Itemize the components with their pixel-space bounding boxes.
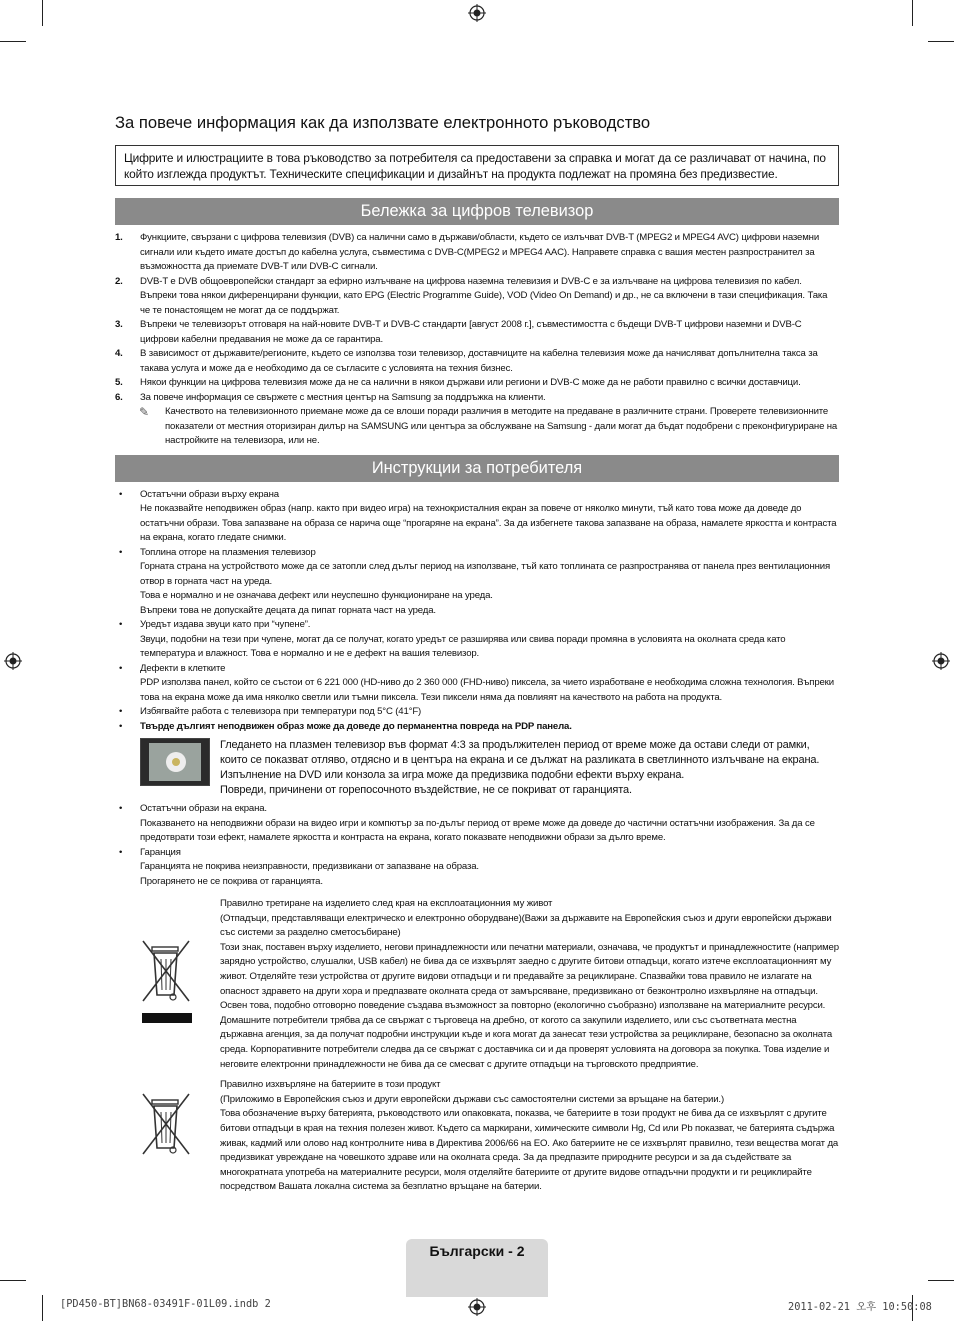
instructions-list-2 (115, 802, 839, 889)
item-text: DVB-T е DVB общоевропейски стандарт за ефирно излъчване на цифрова наземна телевизия и DVB-C е за излъчване на цифрова телевизия по кабел. Въпреки това някои диференцирани функции, като EPG (Electric Programme Guide), VOD (Video On Demand) и др., не са включени в тази спецификация. Така че те понастоящем не могат да се поддържат. (140, 275, 828, 316)
bullet-title: Дефекти в клетките (140, 662, 226, 674)
list-item: • Избягвайте работа с телевизора при температури под 5°C (41°F) (115, 705, 839, 720)
crop-mark (912, 0, 913, 26)
crossed-bin-icon (137, 935, 197, 1025)
bullet-text: Прогарянето не се покрива от гаранцията. (140, 875, 323, 887)
bullet-title: Остатъчни образи върху екрана (140, 488, 279, 500)
bullet-text: Показването на неподвижни образи на видео игри и компютър за по-дълъг период от време може да доведе до частични остатъчни изображения. За да се предотврати този ефект, намалете яркостта и контраста на екрана, когато показвате неподвижни образи за дълго време. (140, 817, 815, 843)
list-item: • Топлина отгоре на плазмения телевизор Горната страна на устройството може да се затопли след дълъг период на използване, тъй като топлината се разпространява от панела през вентилационния отвор в горната част на уреда. Това е нормално и не означава дефект или неуспешно функциониране на уреда. Въпреки това не допускайте децата да пипат горната част на уреда. (115, 546, 839, 619)
list-item (115, 275, 839, 319)
page-title: За повече информация как да използвате електронното ръководство (115, 113, 651, 132)
registration-mark-icon (4, 652, 22, 670)
crop-mark (42, 1295, 43, 1321)
weee-subtitle: (Отпадъци, представляващи електрическо и електронно оборудване)(Важи за държавите на Европейския съюз и други европейски държави със системи за разделно сметосъбиране) (220, 912, 832, 939)
note (115, 405, 839, 449)
weee-section (115, 897, 839, 1072)
item-text: За повече информация се свържете с местния център на Samsung за поддръжка на клиенти. (140, 391, 546, 403)
item-number: 4. (115, 348, 123, 359)
note-text: Качеството на телевизионното приемане може да се влоши поради различия в методите на предаване в различните страни. Проверете телевизионните показатели от местния оторизиран дилър на SAMSUNG или центъра за обслужване на Samsung - дали могат да бъдат подобрени с преконфигуриране на настройките на телевизора, или не. (165, 406, 838, 446)
list-item (115, 347, 839, 376)
item-number: 1. (115, 232, 123, 243)
crossed-bin-icon (137, 1088, 197, 1160)
list-item: • Дефекти в клетките PDP използва панел, който се състои от 6 221 000 (HD-ниво до 2 360 000 (FHD-ниво) пиксела, за чието изработване е необходима сложна технология. Въпреки това на екрана може да има няколко светли или тъмни пиксела. Тези пиксели няма да повлияят на качеството на работа на продукта. (115, 662, 839, 706)
crop-mark (42, 0, 43, 26)
item-text: Въпреки че телевизорът отговаря на най-новите DVB-T и DVB-C стандарти [август 2008 г.], съвместимостта с бъдещи DVB-T цифрови наземни и DVB-C цифрови кабелни предавания не може да се гарантира. (140, 319, 802, 345)
list-item (115, 231, 839, 275)
list-item: • Гаранция Гаранцията не покрива неизправности, предизвикани от запазване на образа. Прогарянето не се покрива от гаранцията. (115, 846, 839, 890)
plasma-warning (140, 738, 839, 798)
crop-mark (928, 1280, 954, 1281)
item-text: Някои функции на цифрова телевизия може да не са налични в някои държави или региони и DVB-C може да не работи правилно с всички доставчици. (140, 377, 801, 388)
weee-text: Този знак, поставен върху изделието, негови принадлежности или печатни материали, означава, че продуктът и принадлежностите (например зарядно устройство, слушалки, USB кабел) не бива да се изхвърлят заедно с другите битови отпадъци, когато изтече експлоатационният му живот. Отделяйте тези устройства от другите видови отпадъци и ги предавайте за рециклиране. Спазвайки това правило не излагате на опасност здравето на други хора и предпазвате околната среда от замърсяване, предизвикано от безконтролно изхвърляне на отпадъци. Освен това, подобно отговорно поведение създава възможност за повторно (екологично съобразно) използване на материалните ресурси. Домашните потребители трябва да се свържат с търговеца на дребно, от когото са закупили изделието, или със съответната местна държавна агенция, за да получат подробни инструкции къде и кога могат да занесат тези устройства за рециклиране, безопасно за околната среда. Корпоративните потребители следва да се свържат с доставчика си и да проверят условията на договора за покупка. Това изделие и неговите електронни принадлежности не бива да се смесват с другите отпадъци на търговското предприятие. (220, 941, 839, 1070)
list-item (115, 318, 839, 347)
battery-section (115, 1078, 839, 1195)
list-item: • Остатъчни образи на екрана. Показването на неподвижни образи на видео игри и компютър за по-дълъг период от време може да доведе до частични остатъчни изображения. За да се предотврати този ефект, намалете яркостта и контраста на екрана, когато показвате неподвижни образи за дълго време. (115, 802, 839, 846)
print-timestamp: 2011-02-21 오후 10:50:08 (788, 1301, 932, 1313)
list-item (115, 376, 839, 391)
list-item (115, 391, 839, 406)
bullet-text: Горната страна на устройството може да се затопли след дълъг период на използване, тъй като топлината се разпространява от панела през вентилационния отвор в горната част на уреда. (140, 561, 831, 587)
list-item: • Остатъчни образи върху екрана Не показвайте неподвижен образ (напр. както при видео игра) на технокристалния екран за повече от няколко минути, тъй като това може да доведе до остатъчни образи. Това запазване на образа се нарича още “прогаряне на екрана”. За да избегнете такова запазване на образа, намалете яркостта и контраста на екрана, когато гледате снимки. (115, 488, 839, 546)
plasma-text-2: Повреди, причинени от горепосочното въздействие, не се покриват от гаранцията. (220, 784, 632, 796)
bullet-title: Уредът издава звуци като при “чупене”. (140, 619, 311, 630)
crop-mark (0, 41, 26, 42)
section-heading-digital-tv: Бележка за цифров телевизор (115, 198, 839, 225)
registration-mark-icon (468, 1298, 486, 1316)
digital-tv-list (115, 231, 839, 405)
section-heading-user-instructions: Инструкции за потребителя (115, 455, 839, 482)
bullet-text: PDP използва панел, който се състои от 6 221 000 (HD-ниво до 2 360 000 (FHD-ниво) пиксела, за чието изработване е необходима сложна технология. Въпреки това на екрана може да има няколко светли или тъмни пиксела. Тези пиксели няма да повлияят на качеството на работа на продукта. (140, 677, 834, 703)
bullet-text: Въпреки това не допускайте децата да пипат горната част на уреда. (140, 604, 436, 616)
battery-text: Това обозначение върху батерията, ръководството или опаковката, показва, че батериите в този продукт не бива да се изхвърлят с другите битови отпадъци в края на техния полезен живот. Където са маркирани, химическите символи Hg, Cd или Pb показват, че батерията съдържа живак, кадмий или олово над контролните нива в Директива 2006/66 на ЕО. Ако батериите не се изхвърлят правилно, тези вещества могат да предизвикат увреждане на човешкото здраве или на околната среда. За да предпазите природните ресурси и за да съдействате за многократната употреба на материалните ресурси, моля отделяйте батериите от другите видове отпадъчни продукти и ги рециклирайте посредством Вашата локална система за безплатно връщане на батерии. (220, 1108, 839, 1193)
bullet-text: Това е нормално и не означава дефект или неуспешно функциониране на уреда. (140, 590, 493, 601)
notice-box: Цифрите и илюстрациите в това ръководство за потребителя са предоставени за справка и могат да се различават от начина, по който изглежда продуктът. Техническите спецификации и дизайнът на продукта подлежат на промяна без предизвестие. (115, 145, 839, 186)
crop-mark (928, 41, 954, 42)
weee-title: Правилно третиране на изделието след края на експлоатационния му живот (220, 898, 553, 909)
item-text: Функциите, свързани с цифрова телевизия (DVB) са налични само в държави/области, където се излъчват DVB-T (MPEG2 и MPEG4 AVC) цифрови наземни сигнали или където имате достъп до кабелна услуга, съвместима с DVB-C(MPEG2 и MPEG4 AAC). Направете справка с вашия местен разпространител за възможността да приемате DVB-T или DVB-C сигнали. (140, 232, 820, 272)
item-number: 3. (115, 319, 123, 330)
bullet-text: Звуци, подобни на тези при чупене, могат да се получат, когато уредът се разширява или свива поради промяна в условията на околната среда като температура и влажност. Това е нормално и не е дефект на вашия телевизор. (140, 633, 786, 659)
battery-subtitle: (Приложимо в Европейския съюз и други европейски държави със самостоятелни системи за връщане на батерии.) (220, 1093, 724, 1105)
registration-mark-icon (468, 4, 486, 22)
pen-note-icon: ✎ (139, 405, 149, 419)
bullet-title: Остатъчни образи на екрана. (140, 803, 267, 814)
page-content (115, 113, 839, 1195)
list-item: • Уредът издава звуци като при “чупене”. Звуци, подобни на тези при чупене, могат да се получат, когато уредът се разширява или свива поради промяна в условията на околната среда като температура и влажност. Това е нормално и не е дефект на вашия телевизор. (115, 618, 839, 662)
list-item: • Твърде дългият неподвижен образ може да доведе до перманентна повреда на PDP панела. (115, 720, 839, 735)
battery-title: Правилно изхвърляне на батериите в този продукт (220, 1079, 441, 1091)
crop-mark (0, 1280, 26, 1281)
bullet-title: Твърде дългият неподвижен образ може да доведе до перманентна повреда на PDP панела. (140, 720, 572, 732)
item-number: 6. (115, 391, 123, 403)
instructions-list (115, 488, 839, 735)
registration-mark-icon (932, 652, 950, 670)
bullet-text: Не показвайте неподвижен образ (напр. както при видео игра) на технокристалния екран за повече от няколко минути, тъй като това може да доведе до остатъчни образи. Това запазване на образа се нарича още “прогаряне на екрана”. За да избегнете такова запазване на образа, намалете яркостта и контраста на екрана, когато гледате снимки. (140, 503, 837, 543)
page-number-tab (406, 1239, 548, 1297)
item-number: 5. (115, 377, 123, 388)
item-number: 2. (115, 275, 123, 287)
bullet-title: Избягвайте работа с телевизора при температури под 5°C (41°F) (140, 706, 422, 717)
bullet-text: Гаранцията не покрива неизправности, предизвикани от запазване на образа. (140, 861, 479, 872)
tv-image (140, 738, 210, 786)
file-name: [PD450-BT]BN68-03491F-01L09.indb 2 (60, 1298, 271, 1310)
plasma-text: Гледането на плазмен телевизор във формат 4:3 за продължителен период от време може да остави следи от рамки, които се показват отляво, отдясно и в центъра на екрана и се дължат на разликата в светлинното излъчване на екрана. Изпълнение на DVD или конзола за игра може да предизвика подобни ефекти върху екрана. (220, 739, 820, 781)
page-label: Български - 2 (429, 1243, 525, 1259)
bullet-title: Топлина отгоре на плазмения телевизор (140, 546, 316, 558)
item-text: В зависимост от държавите/регионите, където се използва този телевизор, доставчиците на кабелна телевизия може да начисляват допълнителна такса за такава услуга и може да е необходимо да се съгласите с условията на техния бизнес. (140, 348, 818, 374)
bullet-title: Гаранция (140, 846, 181, 858)
